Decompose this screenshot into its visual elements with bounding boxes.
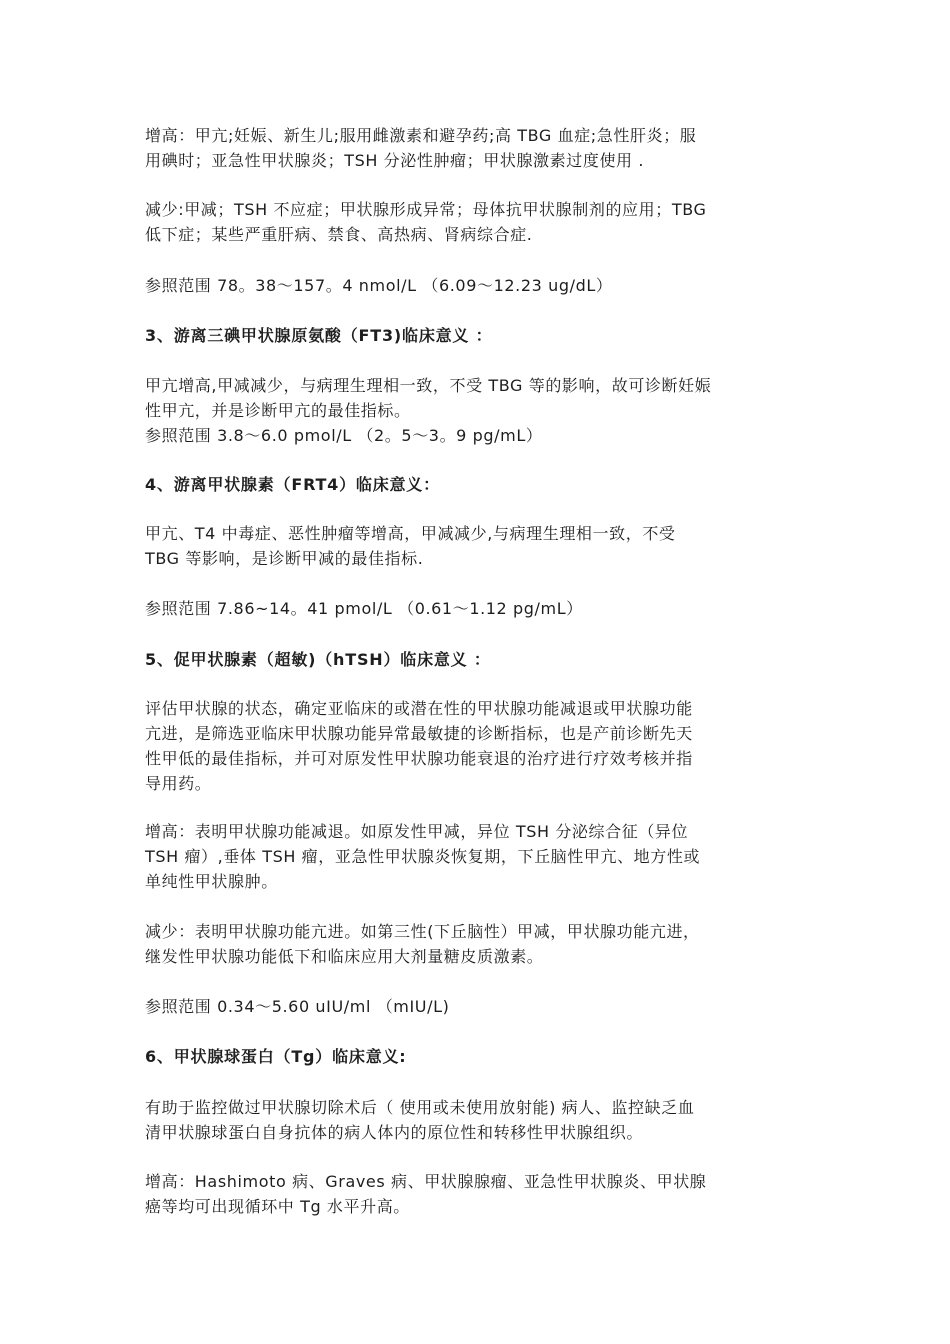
heading-text: 5、促甲状腺素（超敏)（hTSH）临床意义 ： — [145, 650, 491, 669]
section-heading-htsh — [145, 647, 807, 672]
paragraph-increase-causes — [145, 123, 807, 173]
text-line: 甲亢增高,甲减减少，与病理生理相一致，不受 TBG 等的影响，故可诊断妊娠 — [145, 376, 712, 395]
paragraph-frt4-significance — [145, 521, 807, 571]
text-line: 继发性甲状腺功能低下和临床应用大剂量糖皮质激素。 — [145, 947, 544, 966]
paragraph-tg-significance — [145, 1095, 807, 1145]
text-line: 清甲状腺球蛋白自身抗体的病人体内的原位性和转移性甲状腺组织。 — [145, 1123, 644, 1142]
paragraph-tg-increase — [145, 1169, 807, 1219]
text-line: 增高：甲亢;妊娠、新生儿;服用雌激素和避孕药;高 TBG 血症;急性肝炎；服 — [145, 126, 697, 145]
text-line: 性甲低的最佳指标，并可对原发性甲状腺功能衰退的治疗进行疗效考核并指 — [145, 749, 693, 768]
text-line: 减少:甲减；TSH 不应症；甲状腺形成异常；母体抗甲状腺制剂的应用；TBG — [145, 200, 707, 219]
text-line: 增高：Hashimoto 病、Graves 病、甲状腺腺瘤、亚急性甲状腺炎、甲状腺 — [145, 1172, 707, 1191]
text-line: TBG 等影响，是诊断甲减的最佳指标. — [145, 549, 424, 568]
paragraph-decrease-causes — [145, 197, 807, 247]
text-line: 参照范围 78。38～157。4 nmol/L （6.09～12.23 ug/dL） — [145, 276, 613, 295]
paragraph-htsh-significance — [145, 696, 807, 796]
reference-range — [145, 596, 807, 621]
paragraph-ft3-significance — [145, 373, 807, 448]
heading-text: 6、甲状腺球蛋白（Tg）临床意义: — [145, 1047, 407, 1066]
text-line: TSH 瘤）,垂体 TSH 瘤，亚急性甲状腺炎恢复期，下丘脑性甲亢、地方性或 — [145, 847, 701, 866]
text-line: 参照范围 0.34～5.60 uIU/ml （mIU/L) — [145, 997, 450, 1016]
text-line: 性甲亢，并是诊断甲亢的最佳指标。 — [145, 401, 411, 420]
heading-text: 3、游离三碘甲状腺原氨酸（FT3)临床意义 ： — [145, 326, 493, 345]
text-line: 评估甲状腺的状态，确定亚临床的或潜在性的甲状腺功能减退或甲状腺功能 — [145, 699, 693, 718]
text-line: 有助于监控做过甲状腺切除术后（ 使用或未使用放射能) 病人、监控缺乏血 — [145, 1098, 695, 1117]
text-line: 增高：表明甲状腺功能减退。如原发性甲减，异位 TSH 分泌综合征（异位 — [145, 822, 689, 841]
text-line: 参照范围 7.86~14。41 pmol/L （0.61～1.12 pg/mL） — [145, 599, 583, 618]
text-line: 低下症；某些严重肝病、禁食、高热病、肾病综合症. — [145, 225, 533, 244]
text-line: 导用药。 — [145, 774, 212, 793]
text-line: 单纯性甲状腺肿。 — [145, 872, 278, 891]
reference-range — [145, 994, 807, 1019]
text-line: 癌等均可出现循环中 Tg 水平升高。 — [145, 1197, 410, 1216]
text-line: 减少：表明甲状腺功能亢进。如第三性(下丘脑性）甲减，甲状腺功能亢进， — [145, 922, 700, 941]
heading-text: 4、游离甲状腺素（FRT4）临床意义： — [145, 475, 440, 494]
text-line: 亢进，是筛选亚临床甲状腺功能异常最敏捷的诊断指标，也是产前诊断先天 — [145, 724, 693, 743]
text-line: 甲亢、T4 中毒症、恶性肿瘤等增高，甲减减少,与病理生理相一致，不受 — [145, 524, 676, 543]
text-line: 用碘时；亚急性甲状腺炎；TSH 分泌性肿瘤；甲状腺激素过度使用 . — [145, 151, 645, 170]
section-heading-frt4 — [145, 472, 807, 497]
section-heading-ft3 — [145, 323, 807, 348]
paragraph-htsh-decrease — [145, 919, 807, 969]
text-line: 参照范围 3.8～6.0 pmol/L （2。5～3。9 pg/mL） — [145, 426, 543, 445]
paragraph-htsh-increase — [145, 819, 807, 894]
reference-range — [145, 273, 807, 298]
section-heading-tg — [145, 1044, 807, 1069]
